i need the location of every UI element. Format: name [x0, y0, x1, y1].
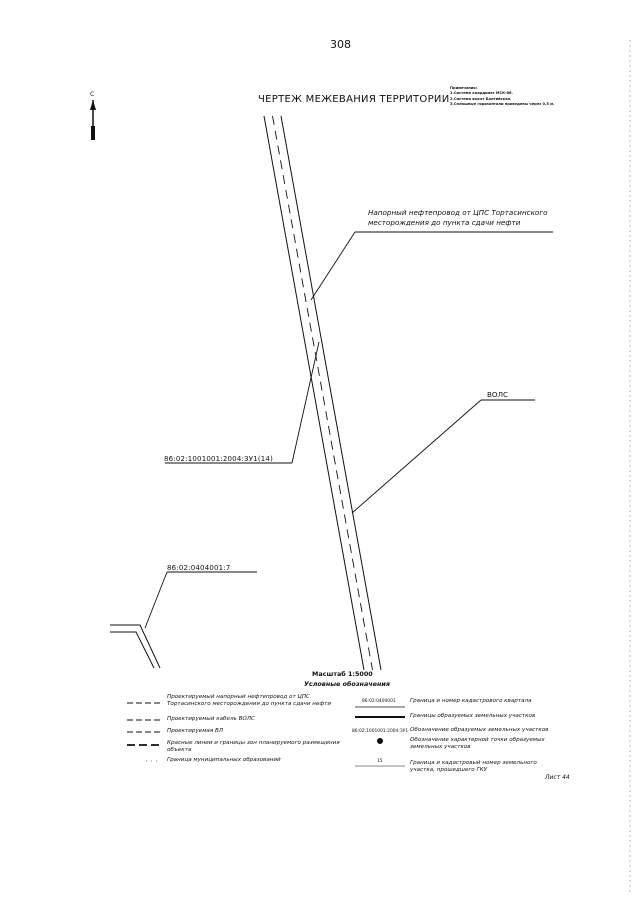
leader-cadastral1 — [292, 342, 319, 463]
legend-text: Обозначение образуемых земельных участков — [410, 727, 549, 733]
legend-left-symbols — [127, 703, 160, 761]
note-2: 2.Система высот Балтийская. — [450, 96, 512, 101]
parcel-boundary — [110, 625, 160, 668]
legend-right-item — [410, 737, 545, 751]
north-arrow-icon — [90, 100, 96, 140]
legend-text: Проектируемый напорный нефтепровод от ЦПС — [167, 694, 310, 700]
legend-right-symbols — [355, 707, 405, 766]
legend-symbol-gku-text: 15 — [377, 759, 383, 764]
legend-text: Граница и кадастровый номер земельного — [410, 760, 537, 766]
note-3: 3.Сплошные горизонтали проведены через 0,5 м. — [450, 102, 555, 107]
legend-left-item — [167, 740, 340, 754]
label-cadastral-1: 86:02:1001001:2004:ЗУ1(14) — [164, 455, 274, 463]
legend-right-item — [410, 713, 535, 720]
label-pipeline-line2: месторождения до пункта сдачи нефти — [368, 218, 521, 227]
legend-text: участка, прошедшего ГКУ — [410, 767, 487, 773]
page-title: ЧЕРТЕЖ МЕЖЕВАНИЯ ТЕРРИТОРИИ — [258, 94, 450, 105]
legend-text: объекта — [167, 747, 192, 753]
leader-vols — [352, 400, 481, 513]
leader-cadastral2 — [145, 572, 167, 628]
legend-text: Красные линии и границы зон планируемого размещения — [167, 740, 340, 746]
label-cadastral-2: 86:02:0404001:7 — [167, 564, 231, 572]
legend-text: Обозначение характерной точки образуемых — [410, 737, 545, 743]
pipeline-corridor — [264, 116, 381, 670]
label-pipeline — [368, 208, 548, 228]
legend-text: Проектируемый кабель ВОЛС — [167, 716, 255, 722]
corridor-centerline — [273, 116, 373, 670]
legend-left-item — [167, 757, 281, 764]
legend-right-item — [410, 760, 537, 774]
legend-symbol-parcel-text: 86:02:1001001:2004:ЗУ1 — [352, 729, 409, 734]
leader-pipeline — [311, 232, 355, 300]
legend-left-item — [167, 716, 255, 723]
legend-text: Границы образуемых земельных участков — [410, 713, 536, 719]
legend-text: Проектируемая ВЛ — [167, 728, 224, 734]
notes — [450, 86, 554, 108]
label-pipeline-line1: Напорный нефтепровод от ЦПС Тортасинского — [368, 208, 548, 217]
notes-heading: Примечания: — [450, 86, 478, 90]
legend-text: Граница муниципальных образований — [167, 757, 281, 763]
scale-label: Масштаб 1:5000 — [312, 670, 373, 678]
legend-left-item — [167, 728, 223, 735]
corridor-left-edge — [264, 116, 364, 670]
legend-left-item — [167, 694, 331, 708]
legend-symbol-quarter-text: 86:02:0404001 — [362, 699, 396, 704]
north-letter: С — [90, 91, 95, 98]
corridor-right-edge — [281, 116, 381, 670]
page-number: 308 — [330, 38, 351, 51]
legend-right-item — [410, 727, 548, 734]
legend-symbol-point — [377, 738, 383, 744]
note-1: 1.Система координат МСК-86. — [450, 91, 513, 96]
legend-text: Граница и номер кадастрового квартала — [410, 698, 532, 704]
legend-text: земельных участков — [410, 744, 471, 750]
sheet-number: Лист 44 — [545, 774, 570, 781]
legend-right-item — [410, 698, 532, 705]
legend-title: Условные обозначения — [304, 680, 390, 688]
label-vols: ВОЛС — [487, 390, 509, 399]
legend-text: Тортасинского месторождения до пункта сдачи нефти — [167, 701, 332, 707]
